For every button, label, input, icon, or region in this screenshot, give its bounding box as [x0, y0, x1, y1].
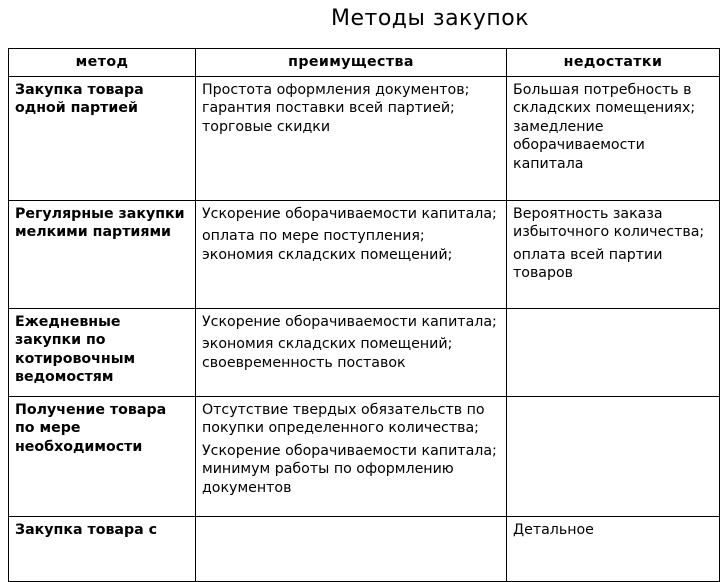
advantage-text: экономия складских помещений; своевременность поставок [202, 336, 453, 371]
advantage-text: оплата по мере поступления; экономия складских помещений; [202, 228, 453, 263]
disadvantage-text: Детальное [513, 522, 594, 538]
advantages-cell [196, 77, 507, 201]
method-cell: Закупка товара с [9, 517, 196, 582]
header-advantages: преимущества [196, 49, 507, 77]
method-cell: Закупка товара одной партией [9, 77, 196, 201]
advantage-text: Простота оформления документов; гарантия поставки всей партией; торговые скидки [202, 82, 470, 135]
disadvantages-cell [507, 397, 720, 517]
advantage-text: Ускорение оборачиваемости капитала; минимум работы по оформлению документов [202, 442, 497, 496]
advantages-cell [196, 201, 507, 309]
disadvantages-cell [507, 201, 720, 309]
advantages-cell [196, 397, 507, 517]
method-cell: Получение товара по мере необходимости [9, 397, 196, 517]
advantage-text: Ускорение оборачиваемости капитала; [202, 314, 497, 330]
disadvantages-cell [507, 517, 720, 582]
disadvantage-text: Большая потребность в складских помещениях; замедление оборачиваемости капитала [513, 82, 696, 172]
advantage-text: Ускорение оборачиваемости капитала; [202, 206, 497, 222]
method-cell: Регулярные закупки мелкими партиями [9, 201, 196, 309]
disadvantage-text: Вероятность заказа избыточного количества; [513, 206, 705, 241]
advantages-cell [196, 517, 507, 582]
table-row [9, 309, 720, 397]
methods-table [8, 48, 720, 582]
disadvantage-text: оплата всей партии товаров [513, 246, 663, 282]
table-row [9, 77, 720, 201]
header-method: метод [9, 49, 196, 77]
disadvantages-cell [507, 309, 720, 397]
method-cell: Ежедневные закупки по котировочным ведомостям [9, 309, 196, 397]
disadvantages-cell [507, 77, 720, 201]
table-row [9, 201, 720, 309]
table-row [9, 517, 720, 582]
advantages-cell [196, 309, 507, 397]
advantage-text: Отсутствие твердых обязательств по покупки определенного количества; [202, 402, 485, 437]
page-title: Методы закупок [331, 6, 529, 31]
header-disadvantages: недостатки [507, 49, 720, 77]
table-header-row [9, 49, 720, 77]
table-row [9, 397, 720, 517]
